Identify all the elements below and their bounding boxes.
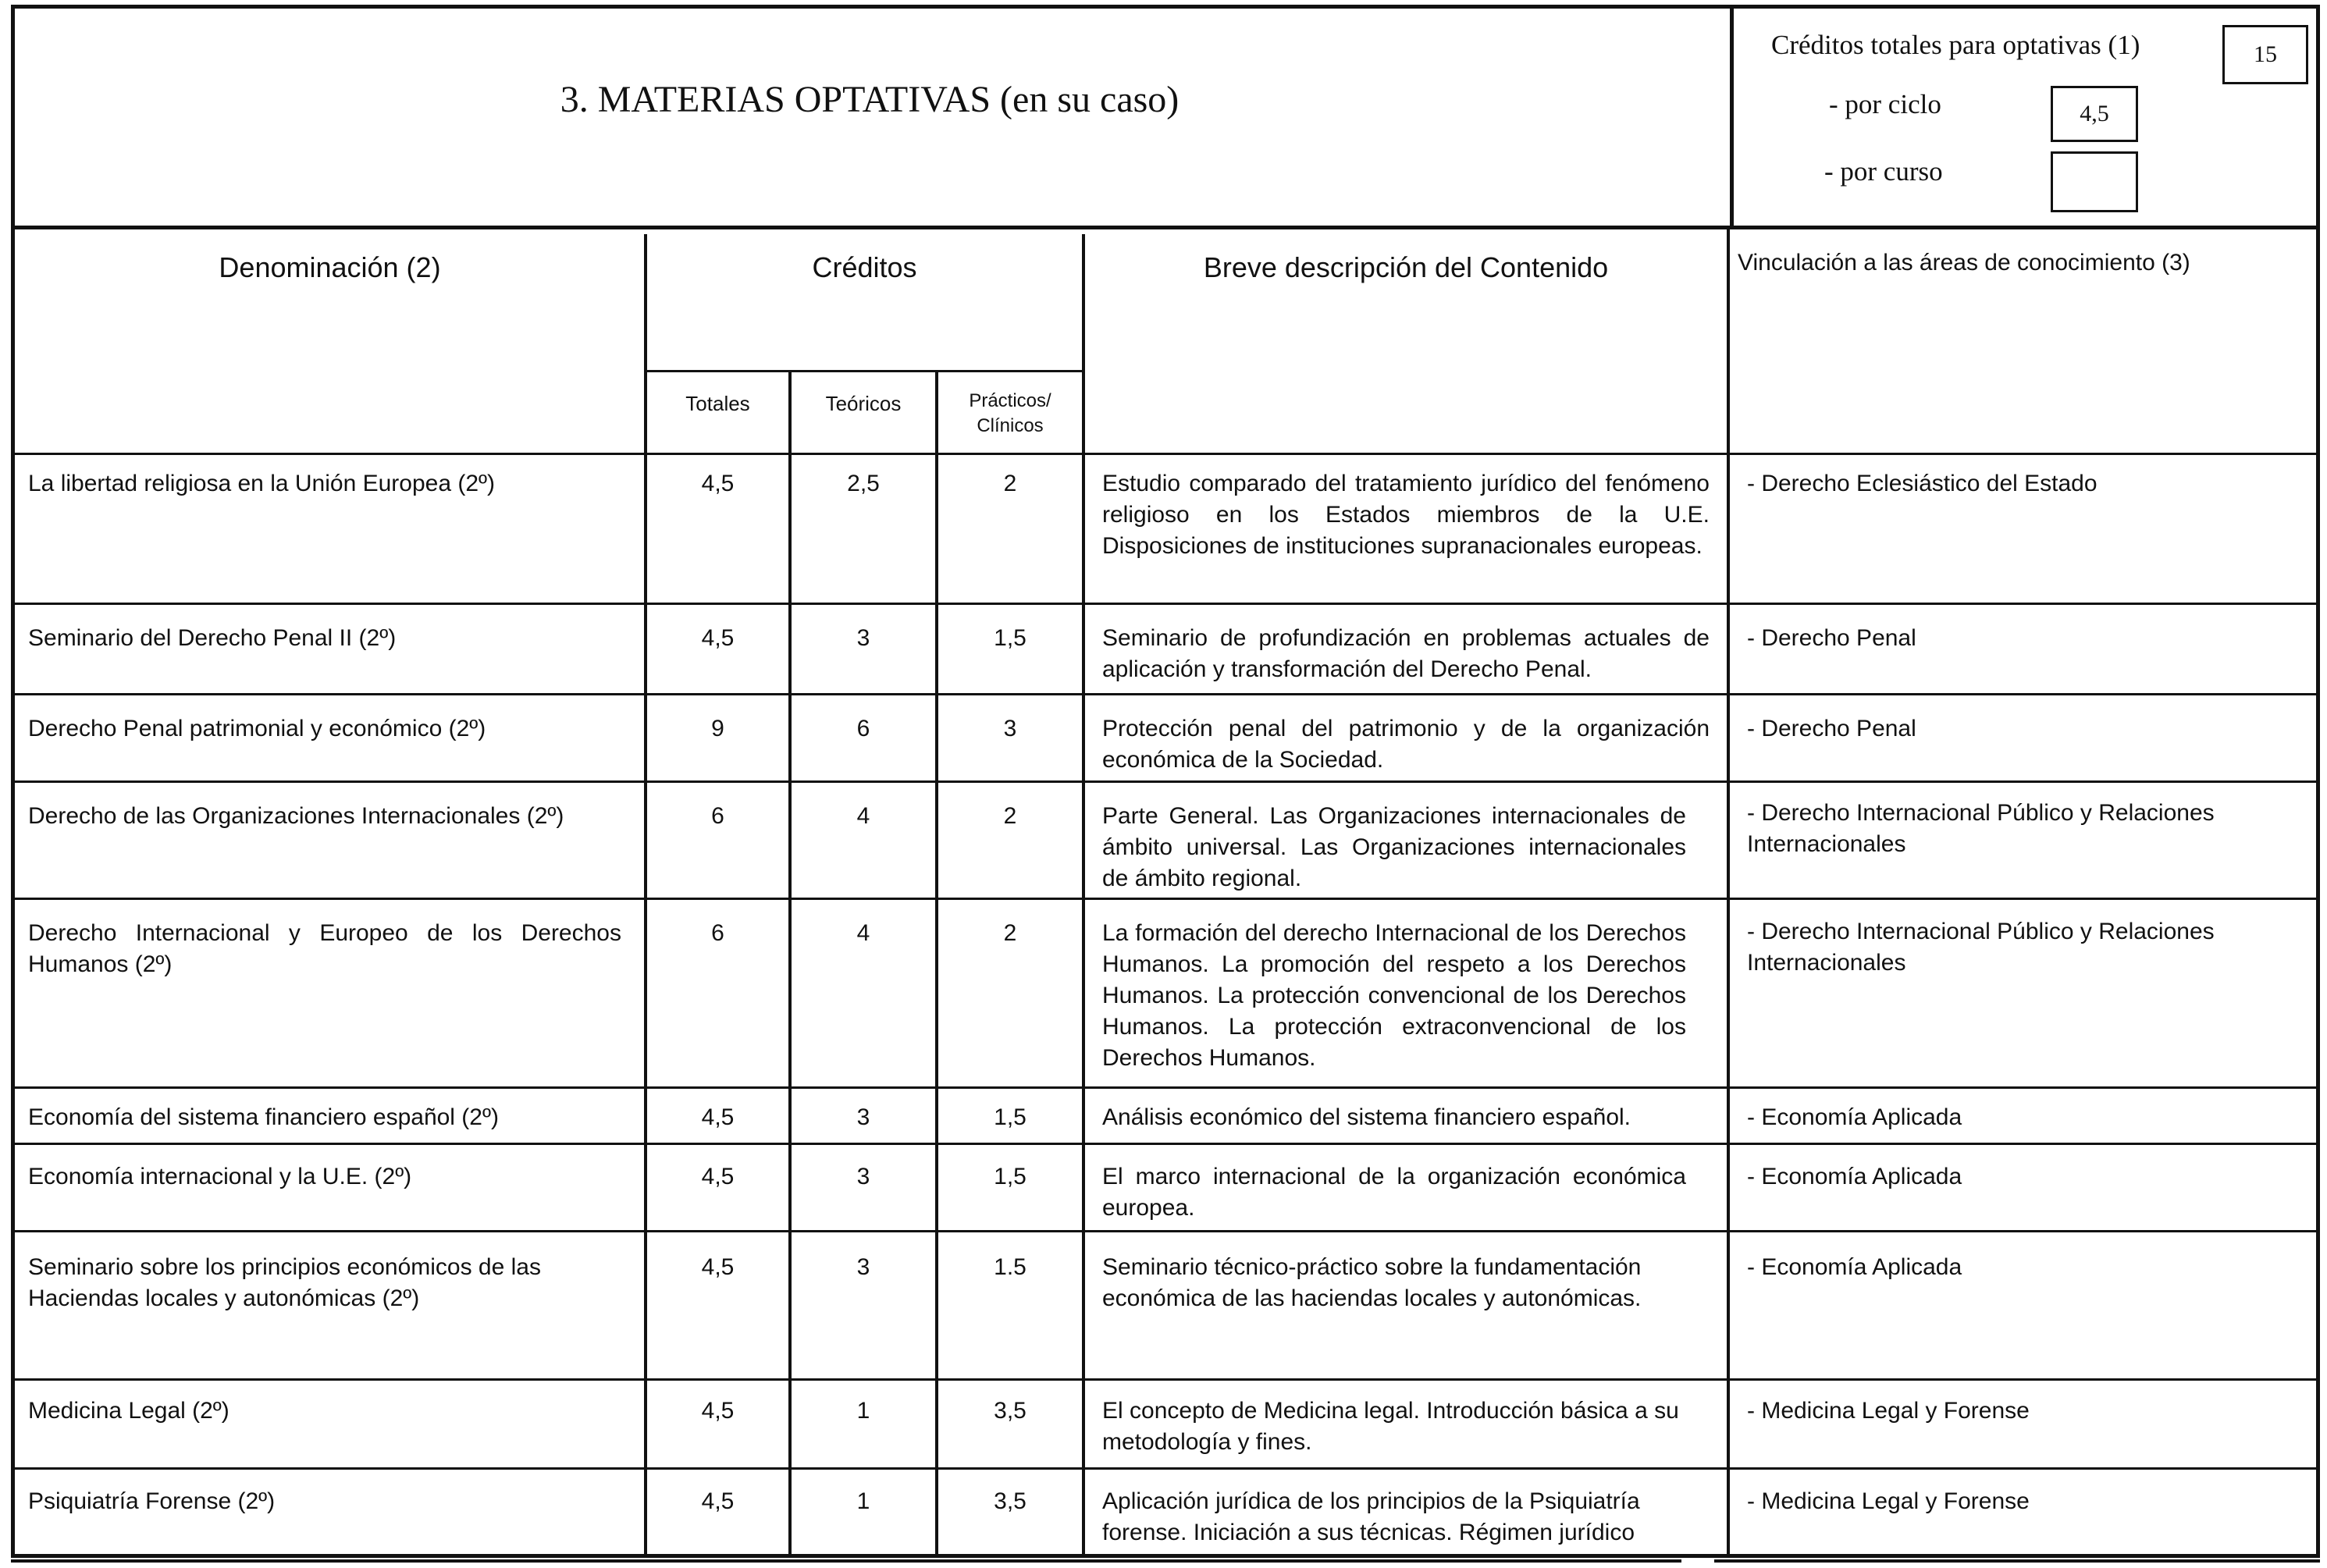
row-credits-total: 4,5 xyxy=(701,1104,735,1130)
row-credits-total: 6 xyxy=(711,803,724,829)
header-areas: Vinculación a las áreas de conocimiento (3) xyxy=(1738,250,2190,276)
section-title: 3. MATERIAS OPTATIVAS (en su caso) xyxy=(560,79,1180,120)
per-cycle-label: - por ciclo xyxy=(1829,89,1941,119)
row-separator xyxy=(11,1378,2320,1381)
row-area: - Economía Aplicada xyxy=(1747,1164,1962,1189)
row-name: Derecho de las Organizaciones Internacionales (2º) xyxy=(28,803,564,829)
header-practice-line2: Clínicos xyxy=(977,415,1044,436)
row-credits-total: 4,5 xyxy=(701,1488,735,1514)
row-name: Seminario del Derecho Penal II (2º) xyxy=(28,625,397,651)
row-name: Economía del sistema financiero español (2º) xyxy=(28,1104,499,1130)
col-divider-name xyxy=(644,234,647,1558)
row-separator xyxy=(11,780,2320,783)
row-description: Seminario de profundización en problemas actuales de aplicación y transformación del Derecho Penal. xyxy=(1102,625,1710,682)
row-description: Análisis económico del sistema financiero español. xyxy=(1102,1104,1631,1130)
row-credits-theory: 4 xyxy=(856,803,870,829)
col-divider-description xyxy=(1727,229,1730,1558)
row-area: - Derecho Internacional Público y Relaciones Internacionales xyxy=(1747,919,2215,976)
row-description: Parte General. Las Organizaciones internacionales de ámbito universal. Las Organizaciones internacionales de ámbito regional. xyxy=(1102,803,1686,891)
row-credits-theory: 3 xyxy=(856,625,870,651)
row-area: - Medicina Legal y Forense xyxy=(1747,1488,2030,1514)
row-credits-total: 6 xyxy=(711,920,724,946)
row-credits-total: 4,5 xyxy=(701,1164,735,1189)
row-credits-total: 9 xyxy=(711,716,724,741)
row-credits-practice: 1.5 xyxy=(994,1254,1027,1280)
row-credits-practice: 1,5 xyxy=(994,1104,1027,1130)
header-credits: Créditos xyxy=(812,251,917,283)
row-credits-practice: 1,5 xyxy=(994,625,1027,651)
row-area: - Economía Aplicada xyxy=(1747,1254,1962,1280)
row-credits-theory: 6 xyxy=(856,716,870,741)
row-area: - Derecho Penal xyxy=(1747,625,1916,651)
header-credits-practice xyxy=(938,389,1082,439)
row-name: Derecho Penal patrimonial y económico (2º) xyxy=(28,716,486,741)
bottom-rule xyxy=(1714,1559,2320,1563)
row-credits-theory: 2,5 xyxy=(847,471,880,496)
row-credits-theory: 3 xyxy=(856,1254,870,1280)
header-name: Denominación (2) xyxy=(219,251,441,283)
row-separator xyxy=(11,898,2320,900)
row-credits-total: 4,5 xyxy=(701,1254,735,1280)
row-area: - Derecho Eclesiástico del Estado xyxy=(1747,471,2098,496)
row-credits-theory: 1 xyxy=(856,1398,870,1424)
row-description: Aplicación jurídica de los principios de la Psiquiatría forense. Iniciación a sus técnicas. Régimen jurídico xyxy=(1102,1488,1640,1545)
row-separator xyxy=(11,1467,2320,1470)
header-credits-theory: Teóricos xyxy=(825,392,902,415)
row-area: - Derecho Penal xyxy=(1747,716,1916,741)
header-description: Breve descripción del Contenido xyxy=(1203,251,1609,283)
row-area: - Medicina Legal y Forense xyxy=(1747,1398,2030,1424)
col-divider-credits xyxy=(1082,234,1085,1558)
row-credits-practice: 2 xyxy=(1003,803,1017,829)
row-description: Protección penal del patrimonio y de la organización económica de la Sociedad. xyxy=(1102,716,1710,773)
row-separator xyxy=(11,1143,2320,1145)
header-practice-line1: Prácticos/ xyxy=(969,390,1051,411)
per-cycle-value: 4,5 xyxy=(2051,86,2138,142)
header-credits-total: Totales xyxy=(685,392,750,415)
row-credits-practice: 2 xyxy=(1003,471,1017,496)
row-name: La libertad religiosa en la Unión Europea (2º) xyxy=(28,471,495,496)
row-credits-total: 4,5 xyxy=(701,1398,735,1424)
row-credits-practice: 2 xyxy=(1003,920,1017,946)
row-credits-theory: 4 xyxy=(856,920,870,946)
row-description: El concepto de Medicina legal. Introducción básica a su metodología y fines. xyxy=(1102,1398,1679,1455)
row-description: El marco internacional de la organización económica europea. xyxy=(1102,1164,1686,1221)
row-credits-total: 4,5 xyxy=(701,625,735,651)
row-credits-practice: 3,5 xyxy=(994,1398,1027,1424)
row-credits-theory: 3 xyxy=(856,1164,870,1189)
row-description: Estudio comparado del tratamiento jurídico del fenómeno religioso en los Estados miembros de la U.E. Disposiciones de instituciones supranacionales europeas. xyxy=(1102,471,1710,559)
row-description: Seminario técnico-práctico sobre la fundamentación económica de las haciendas locales y autonómicas. xyxy=(1102,1254,1642,1311)
row-name: Derecho Internacional y Europeo de los Derechos Humanos (2º) xyxy=(28,920,621,977)
row-credits-practice: 1,5 xyxy=(994,1164,1027,1189)
row-separator xyxy=(11,603,2320,605)
row-credits-total: 4,5 xyxy=(701,471,735,496)
credits-summary-panel xyxy=(1734,5,2320,229)
row-separator xyxy=(11,1230,2320,1232)
row-credits-practice: 3,5 xyxy=(994,1488,1027,1514)
row-area: - Derecho Internacional Público y Relaciones Internacionales xyxy=(1747,800,2215,857)
header-bottom-line xyxy=(11,453,2320,455)
row-credits-theory: 3 xyxy=(856,1104,870,1130)
row-name: Economía internacional y la U.E. (2º) xyxy=(28,1164,412,1189)
row-separator xyxy=(11,1086,2320,1089)
per-course-label: - por curso xyxy=(1824,156,1943,187)
row-credits-theory: 1 xyxy=(856,1488,870,1514)
bottom-rule xyxy=(11,1559,1681,1563)
credits-subheader-line xyxy=(644,370,1084,372)
per-course-value xyxy=(2051,151,2138,212)
row-name: Seminario sobre los principios económicos de las Haciendas locales y autonómicas (2º) xyxy=(28,1254,541,1311)
row-name: Medicina Legal (2º) xyxy=(28,1398,229,1424)
row-description: La formación del derecho Internacional de los Derechos Humanos. La promoción del respeto a los Derechos Humanos. La protección convencional de los Derechos Humanos. La protección extraconvencional de los Derechos Humanos. xyxy=(1102,920,1686,1071)
total-credits-value: 15 xyxy=(2222,25,2308,84)
row-separator xyxy=(11,693,2320,695)
row-name: Psiquiatría Forense (2º) xyxy=(28,1488,276,1514)
row-credits-practice: 3 xyxy=(1003,716,1017,741)
row-area: - Economía Aplicada xyxy=(1747,1104,1962,1130)
total-credits-label: Créditos totales para optativas (1) xyxy=(1771,30,2140,60)
